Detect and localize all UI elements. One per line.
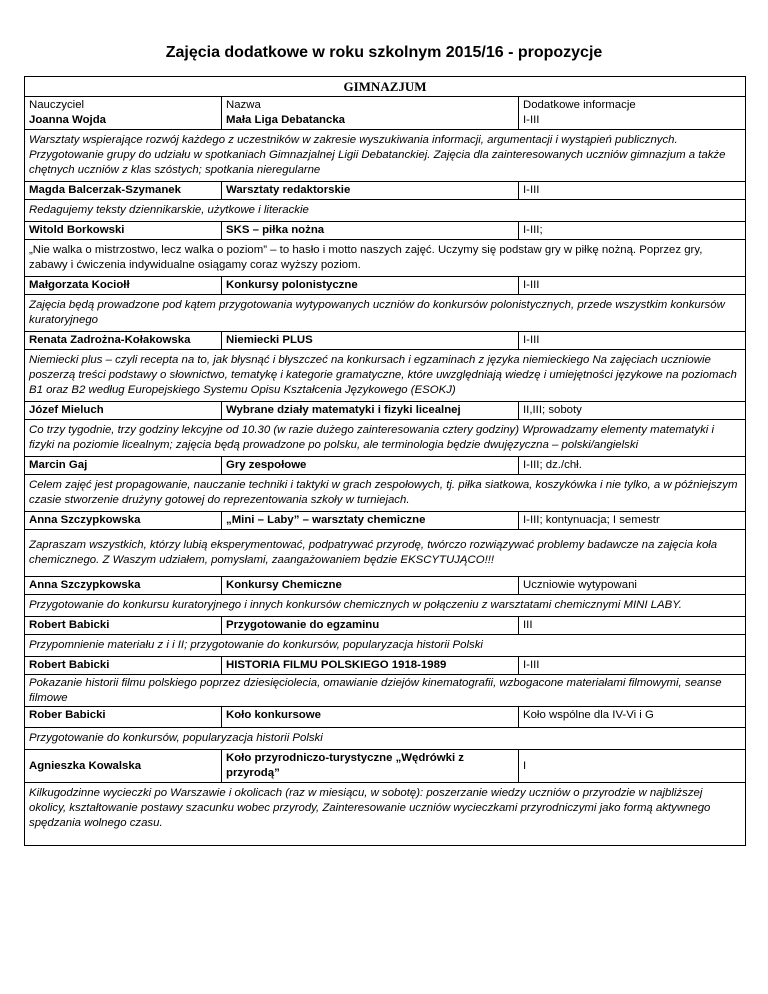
description-cell: Przygotowanie do konkursu kuratoryjnego i innych konkursów chemicznych w połączeniu z warsztatami chemicznymi MINI LABY. xyxy=(25,595,746,617)
description-cell: „Nie walka o mistrzostwo, lecz walka o poziom” – to hasło i motto naszych zajęć. Uczymy się podstaw gry w piłkę nożną. Poprzez gry, zabawy i ćwiczenia indywidualne osiągamy coraz wyższy poziom. xyxy=(25,240,746,277)
info-cell: I-III; kontynuacja; I semestr xyxy=(519,512,746,530)
table-row xyxy=(25,617,746,635)
description-row xyxy=(25,530,746,577)
description-cell: Co trzy tygodnie, trzy godziny lekcyjne od 10.30 (w razie dużego zainteresowania cztery godziny) Wprowadzamy elementy matematyki i fizyki na poziomie licealnym; zajęcia będą prowadzone po polsku, ale terminologia będzie dwujęzyczna – polski/angielski xyxy=(25,420,746,457)
description-row xyxy=(25,130,746,182)
table-row xyxy=(25,577,746,595)
table-row xyxy=(25,182,746,200)
description-cell: Kilkugodzinne wycieczki po Warszawie i okolicach (raz w miesiącu, w sobotę): poszerzanie wiedzy uczniów o przyrodzie w najbliższej okolicy, kształtowanie postawy szacunku wobec przyrody, Zainteresowanie uczniów wycieczkami przyrodniczymi jako formą aktywnego spędzania wolnego czasu. xyxy=(25,783,746,846)
info-cell: I xyxy=(519,750,746,783)
table-row xyxy=(25,707,746,728)
activity-name-cell: „Mini – Laby” – warsztaty chemiczne xyxy=(222,512,519,530)
info-cell: I-III; xyxy=(519,222,746,240)
description-row xyxy=(25,675,746,707)
teacher-cell: Robert Babicki xyxy=(25,617,222,635)
info-cell: Uczniowie wytypowani xyxy=(519,577,746,595)
description-cell: Zapraszam wszystkich, którzy lubią eksperymentować, podpatrywać przyrodę, twórczo rozwiązywać problemy badawcze na zajęcia koła chemicznego. Z Waszym udziałem, pomysłami, zaangażowaniem będzie EKSCYTUJĄCO!!! xyxy=(25,530,746,577)
activity-name-cell: Konkursy polonistyczne xyxy=(222,277,519,295)
teacher-cell: Renata Zadrożna-Kołakowska xyxy=(25,332,222,350)
description-cell: Zajęcia będą prowadzone pod kątem przygotowania wytypowanych uczniów do konkursów polonistycznych, przede wszystkim konkursów kuratoryjnego xyxy=(25,295,746,332)
description-cell: Redagujemy teksty dziennikarskie, użytkowe i literackie xyxy=(25,200,746,222)
teacher-cell: Joanna Wojda xyxy=(25,113,222,130)
info-cell: I-III; dz./chł. xyxy=(519,457,746,475)
teacher-cell: Agnieszka Kowalska xyxy=(25,750,222,783)
info-cell: III xyxy=(519,617,746,635)
activity-name-cell: Koło przyrodniczo-turystyczne „Wędrówki z przyrodą” xyxy=(222,750,519,783)
table-row xyxy=(25,512,746,530)
description-row xyxy=(25,595,746,617)
activities-table xyxy=(24,76,746,846)
activity-name-cell: Koło konkursowe xyxy=(222,707,519,728)
info-cell: II,III; soboty xyxy=(519,402,746,420)
table-row xyxy=(25,277,746,295)
page-title: Zajęcia dodatkowe w roku szkolnym 2015/16 - propozycje xyxy=(165,44,603,61)
description-row xyxy=(25,475,746,512)
teacher-cell: Witold Borkowski xyxy=(25,222,222,240)
section-header-row xyxy=(25,77,746,97)
description-row xyxy=(25,635,746,657)
info-cell: I-III xyxy=(519,113,746,130)
description-cell: Celem zajęć jest propagowanie, nauczanie techniki i taktyki w grach zespołowych, tj. piłka siatkowa, koszykówka i nie tylko, a w późniejszym czasie stworzenie drużyny gotowej do reprezentowania szkoły w turniejach. xyxy=(25,475,746,512)
teacher-cell: Anna Szczypkowska xyxy=(25,512,222,530)
header-info: Dodatkowe informacje xyxy=(519,97,746,114)
teacher-cell: Robert Babicki xyxy=(25,657,222,675)
header-teacher: Nauczyciel xyxy=(25,97,222,114)
description-row xyxy=(25,420,746,457)
table-row xyxy=(25,457,746,475)
description-cell: Przygotowanie do konkursów, popularyzacja historii Polski xyxy=(25,728,746,750)
description-row xyxy=(25,350,746,402)
description-cell: Pokazanie historii filmu polskiego poprzez dziesięciolecia, omawianie dziejów kinematografii, wzbogacone materiałami filmowymi, seanse filmowe xyxy=(25,675,746,707)
activity-name-cell: Przygotowanie do egzaminu xyxy=(222,617,519,635)
teacher-cell: Józef Mieluch xyxy=(25,402,222,420)
info-cell: I-III xyxy=(519,277,746,295)
activities-table-wrapper xyxy=(24,76,745,846)
activity-name-cell: Gry zespołowe xyxy=(222,457,519,475)
description-row xyxy=(25,783,746,846)
table-row xyxy=(25,402,746,420)
table-row xyxy=(25,657,746,675)
teacher-cell: Małgorzata Kociołł xyxy=(25,277,222,295)
table-row xyxy=(25,222,746,240)
info-cell: I-III xyxy=(519,182,746,200)
activity-name-cell: Mała Liga Debatancka xyxy=(222,113,519,130)
table-row xyxy=(25,113,746,130)
teacher-cell: Rober Babicki xyxy=(25,707,222,728)
description-cell: Przypomnienie materiału z i i II; przygotowanie do konkursów, popularyzacja historii Polski xyxy=(25,635,746,657)
activity-name-cell: Warsztaty redaktorskie xyxy=(222,182,519,200)
description-cell: Niemiecki plus – czyli recepta na to, jak błysnąć i błyszczeć na konkursach i egzaminach z języka niemieckiego Na zajęciach uczniowie poszerzą treści podstawy o słownictwo, tematykę i kategorie gramatyczne, które uwzględniają wiedzę i umiejętności językowe na poziomach B1 oraz B2 według Europejskiego Systemu Opisu Kształcenia Językowego (ESOKJ) xyxy=(25,350,746,402)
activity-name-cell: HISTORIA FILMU POLSKIEGO 1918-1989 xyxy=(222,657,519,675)
activity-name-cell: Niemiecki PLUS xyxy=(222,332,519,350)
table-row xyxy=(25,750,746,783)
info-cell: I-III xyxy=(519,657,746,675)
description-row xyxy=(25,295,746,332)
header-name: Nazwa xyxy=(222,97,519,114)
teacher-cell: Marcin Gaj xyxy=(25,457,222,475)
section-title: GIMNAZJUM xyxy=(25,77,746,97)
teacher-cell: Anna Szczypkowska xyxy=(25,577,222,595)
description-cell: Warsztaty wspierające rozwój każdego z uczestników w zakresie wyszukiwania informacji, argumentacji i wystąpień publicznych. Przygotowanie grupy do udziału w spotkaniach Gimnazjalnej Ligii Debatanckiej. Zajęcia dla zainteresowanych uczniów gimnazjum a także chętnych uczniów z klas szóstych; spotkania nieregularne xyxy=(25,130,746,182)
activity-name-cell: Wybrane działy matematyki i fizyki licealnej xyxy=(222,402,519,420)
activity-name-cell: Konkursy Chemiczne xyxy=(222,577,519,595)
table-row xyxy=(25,332,746,350)
activity-name-cell: SKS – piłka nożna xyxy=(222,222,519,240)
description-row xyxy=(25,240,746,277)
column-header-row xyxy=(25,97,746,114)
description-row xyxy=(25,200,746,222)
info-cell: Koło wspólne dla IV-Vi i G xyxy=(519,707,746,728)
teacher-cell: Magda Balcerzak-Szymanek xyxy=(25,182,222,200)
description-row xyxy=(25,728,746,750)
info-cell: I-III xyxy=(519,332,746,350)
